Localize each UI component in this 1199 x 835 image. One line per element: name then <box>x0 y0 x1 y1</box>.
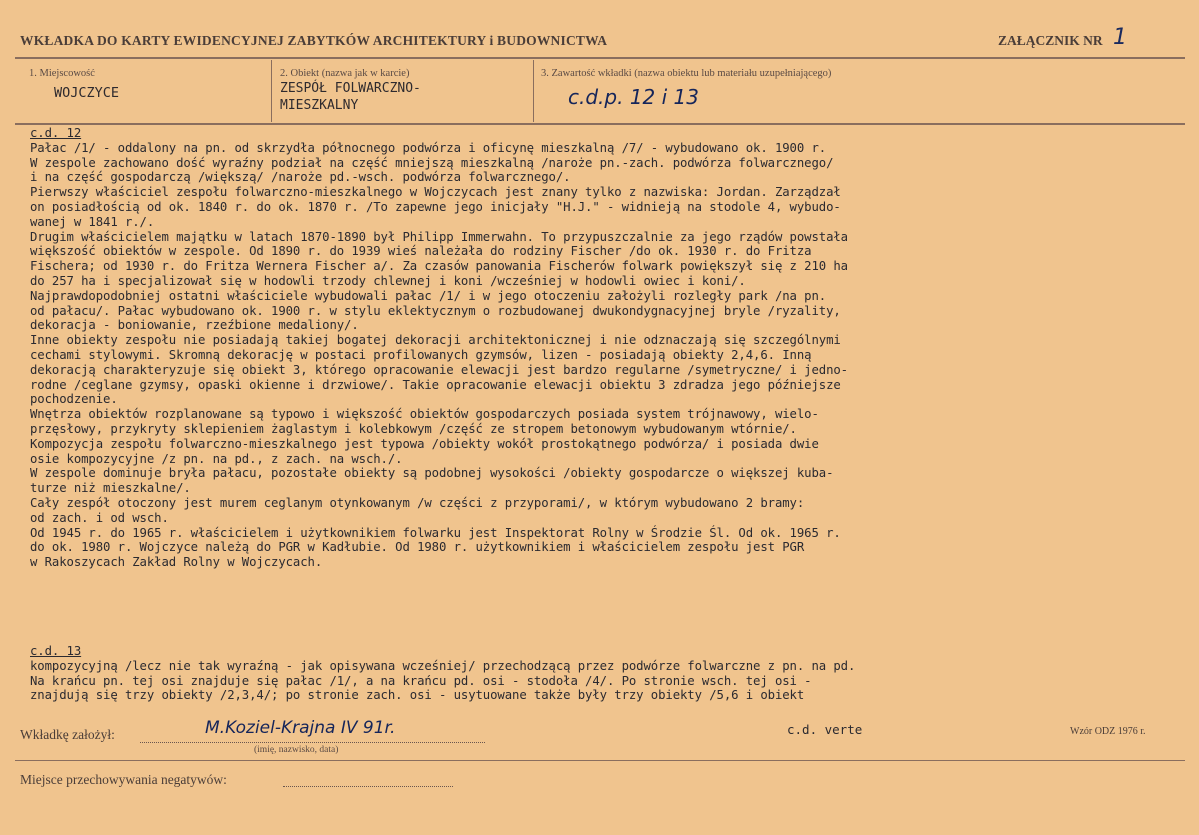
form-code: Wzór ODZ 1976 r. <box>1070 726 1146 737</box>
annex-number: 1 <box>1113 25 1127 50</box>
object-caption: 2. Obiekt (nazwa jak w karcie) <box>280 68 410 79</box>
locality-value: WOJCZYCE <box>54 85 120 101</box>
verte-text: c.d. verte <box>787 722 863 737</box>
fields-rule <box>15 123 1185 125</box>
prepared-caption: (imię, nazwisko, data) <box>254 745 339 755</box>
section-13-heading: c.d. 13 <box>30 644 82 658</box>
negatives-label: Miejsce przechowywania negatywów: <box>20 772 227 787</box>
annex-label: ZAŁĄCZNIK NR <box>998 33 1103 48</box>
prepared-signature: M.Koziel-Krajna IV 91r. <box>205 718 396 738</box>
field-divider-1 <box>271 60 272 122</box>
locality-caption: 1. Miejscowość <box>29 68 95 79</box>
content-value: c.d.p. 12 i 13 <box>568 85 699 109</box>
prepared-dotted-line <box>140 742 485 743</box>
negatives-dotted-line <box>283 786 453 787</box>
prepared-label: Wkładkę założył: <box>20 727 115 742</box>
header-rule <box>15 57 1185 59</box>
object-value: ZESPÓŁ FOLWARCZNO- MIESZKALNY <box>280 81 421 113</box>
header-title: WKŁADKA DO KARTY EWIDENCYJNEJ ZABYTKÓW ARCHITEKTURY i BUDOWNICTWA <box>20 33 608 48</box>
section-13-text: kompozycyjną /lecz nie tak wyraźną - jak opisywana wcześniej/ przechodzącą przez podwórze folwarczne z pn. na pd. Na krańcu pn. tej osi znajduje się pałac /1/, a na krańcu pd. osi - stodoła /4/. Po stronie wsch. tej osi - znajdują się trzy obiekty /2,3,4/; po stronie zach. osi - usytuowane także były trzy obiekty /5,6 i obiekt <box>30 658 856 703</box>
field-divider-2 <box>533 60 534 122</box>
content-caption: 3. Zawartość wkładki (nazwa obiektu lub materiału uzupełniającego) <box>541 68 832 79</box>
section-12 <box>30 126 848 570</box>
section-13 <box>30 644 855 703</box>
footer-rule <box>15 760 1185 761</box>
section-12-heading: c.d. 12 <box>30 126 82 140</box>
section-12-text: Pałac /1/ - oddalony na pn. od skrzydła północnego podwórza i oficynę mieszkalną /7/ - wybudowano ok. 1900 r. W zespole zachowano dość wyraźny podział na część mniejszą mieszkalną /naroże pn.-zach. podwórza folwarcznego/ i na część gospodarczą /większą/ /naroże pd.-wsch. podwórza folwarcznego/. Pierwszy właściciel zespołu folwarczno-mieszkalnego w Wojczycach jest znany tylko z nazwiska: Jordan. Zarządzał on posiadłością od ok. 1840 r. do ok. 1870 r. /To zapewne jego inicjały "H.J." - widnieją na stodole 4, wybudo- wanej w 1841 r./. Drugim właścicielem majątku w latach 1870-1890 był Philipp Immerwahn. To przypuszczalnie za jego rządów powstała większość obiektów w zespole. Od 1890 r. do 1939 wieś należała do rodziny Fischer /do ok. 1930 r. do Fritza Fischera; od 1930 r. do Fritza Wernera Fischer a/. Za czasów panowania Fischerów folwark powiększył się z 210 ha do 257 ha i specjalizował się w hodowli trzody chlewnej i koni /wcześniej w hodowli owiec i koni/. Najprawdopodobniej ostatni właściciele wybudowali pałac /1/ i w jego otoczeniu założyli rozległy park /na pn. od pałacu/. Pałac wybudowano ok. 1900 r. w stylu eklektycznym o rozbudowanej dwukondygnacyjnej bryle /ryzality, dekoracja - boniowanie, rzeźbione medaliony/. Inne obiekty zespołu nie posiadają takiej bogatej dekoracji architektonicznej i nie odznaczają się szczególnymi cechami stylowymi. Skromną dekorację w postaci profilowanych gzymsów, lizen - posiadają obiekty 2,4,6. Inną dekoracją charakteryzuje się obiekt 3, którego opracowanie elewacji jest bardzo regularne /symetryczne/ i jedno- rodne /ceglane gzymsy, opaski okienne i drzwiowe/. Takie opracowanie elewacji obiektu 3 zdradza jego późniejsze pochodzenie. Wnętrza obiektów rozplanowane są typowo i większość obiektów gospodarczych posiada system trójnawowy, wielo- przęsłowy, przykryty sklepieniem żaglastym i kolebkowym /część ze stropem betonowym wybudowanym wtórnie/. Kompozycja zespołu folwarczno-mieszkalnego jest typowa /obiekty wokół prostokątnego podwórza/ i posiada dwie osie kompozycyjne /z pn. na pd., z zach. na wsch./. W zespole dominuje bryła pałacu, pozostałe obiekty są podobnej wysokości /obiekty gospodarcze o większej kuba- turze niż mieszkalne/. Cały zespół otoczony jest murem ceglanym otynkowanym /w części z przyporami/, w którym wybudowano 2 bramy: od zach. i od wsch. Od 1945 r. do 1965 r. właścicielem i użytkownikiem folwarku jest Inspektorat Rolny w Środzie Śl. Od ok. 1965 r. do ok. 1980 r. Wojczyce należą do PGR w Kadłubie. Od 1980 r. użytkownikiem i właścicielem zespołu jest PGR w Rakoszycach Zakład Rolny w Wojczycach. <box>30 140 848 570</box>
